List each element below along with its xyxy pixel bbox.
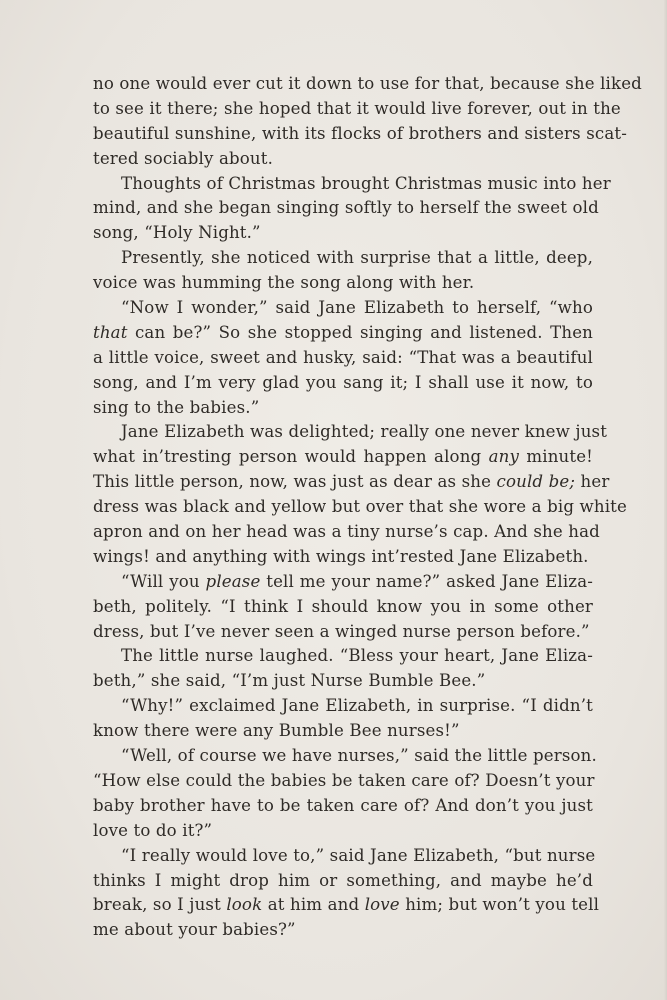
text-run: This little person, now, was just as dear as she: [93, 472, 497, 492]
text-line: “Now I wonder,” said Jane Elizabeth to herself, “who: [121, 298, 593, 318]
text-line: “Why!” exclaimed Jane Elizabeth, in surprise. “I didn’t: [121, 696, 593, 716]
text-line: [93, 570, 593, 595]
text-line: no one would ever cut it down to use for that, because she liked: [93, 74, 642, 93]
text-line: tered sociably about.: [93, 148, 274, 168]
text-line: sing to the babies.”: [93, 397, 260, 417]
italic-emphasis: any: [488, 447, 520, 467]
text-line: Thoughts of Christmas brought Christmas music into her: [121, 173, 611, 193]
text-run: what in’tresting person would happen along: [93, 447, 489, 467]
text-line: “Well, of course we have nurses,” said the little person.: [121, 746, 597, 766]
italic-emphasis: that: [93, 322, 128, 342]
text-line: apron and on her head was a tiny nurse’s cap. And she had: [93, 522, 600, 542]
text-line: beth,” she said, “I’m just Nurse Bumble Bee.”: [93, 671, 486, 691]
text-run: him; but won’t you tell: [399, 895, 600, 915]
text-run: at him and: [262, 895, 365, 915]
text-line: Jane Elizabeth was delighted; really one never knew just: [121, 422, 608, 442]
italic-emphasis: could be;: [496, 472, 576, 492]
italic-emphasis: please: [205, 571, 261, 591]
text-run: “Will you: [121, 571, 206, 591]
text-line: “How else could the babies be taken care of? Doesn’t your: [93, 770, 595, 790]
text-line: thinks I might drop him or something, and maybe he’d: [93, 870, 593, 890]
italic-emphasis: love: [364, 895, 400, 915]
text-line: dress, but I’ve never seen a winged nurse person before.”: [93, 621, 590, 641]
text-line: beth, politely. “I think I should know you in some other: [93, 596, 593, 616]
text-run: minute!: [519, 447, 593, 467]
text-line: The little nurse laughed. “Bless your heart, Jane Eliza-: [121, 646, 593, 666]
text-line: beautiful sunshine, with its flocks of brothers and sisters scat-: [93, 123, 627, 143]
text-line: [93, 893, 600, 918]
text-line: know there were any Bumble Bee nurses!”: [93, 721, 460, 741]
text-line: a little voice, sweet and husky, said: “That was a beautiful: [93, 347, 593, 367]
text-run: can be?” So she stopped singing and listened. Then: [127, 322, 593, 342]
text-line: love to do it?”: [93, 820, 213, 840]
text-line: song, “Holy Night.”: [93, 223, 261, 243]
text-run: her: [575, 472, 610, 492]
text-line: [93, 470, 610, 495]
text-line: dress was black and yellow but over that she wore a big white: [93, 497, 627, 517]
text-line: [93, 321, 593, 346]
text-line: to see it there; she hoped that it would live forever, out in the: [93, 98, 621, 118]
text-line: song, and I’m very glad you sang it; I shall use it now, to: [93, 372, 593, 392]
text-line: voice was humming the song along with her.: [93, 273, 475, 293]
text-run: tell me your name?” asked Jane Eliza-: [260, 571, 593, 591]
italic-emphasis: look: [226, 895, 263, 915]
body-text: [93, 72, 642, 943]
text-line: baby brother have to be taken care of? And don’t you just: [93, 795, 593, 815]
text-line: Presently, she noticed with surprise that a little, deep,: [121, 248, 593, 268]
text-run: break, so I just: [93, 895, 227, 915]
text-line: “I really would love to,” said Jane Elizabeth, “but nurse: [121, 845, 596, 865]
text-line: [93, 445, 593, 470]
text-line: wings! and anything with wings int’rested Jane Elizabeth.: [93, 546, 589, 566]
text-line: mind, and she began singing softly to herself the sweet old: [93, 198, 599, 218]
text-line: me about your babies?”: [93, 920, 296, 940]
